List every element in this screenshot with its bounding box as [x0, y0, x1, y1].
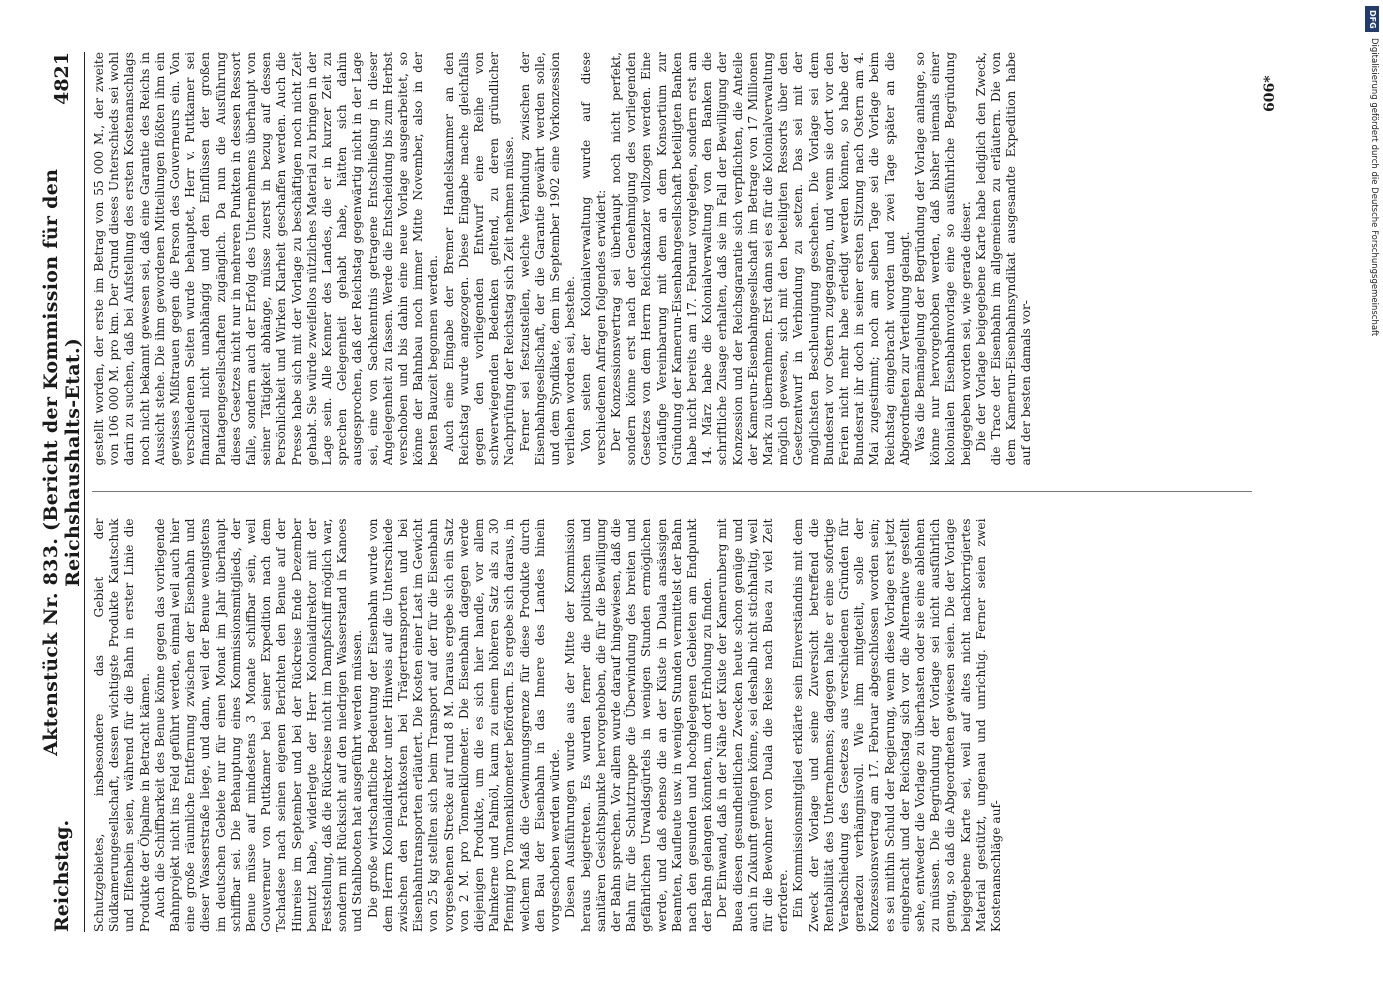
paragraph: Auch eine Eingabe der Bremer Handelskammer an den Reichstag wurde angezogen. Diese Eingabe mache gleichfalls gegen den vorliegenden Entwurf eine Reihe von schwerwiegenden Bedenken geltend, zu deren gründlicher Nachprüfung der Reichstag sich Zeit nehmen müsse.	[441, 52, 517, 466]
paragraph: gestellt worden, der erste im Betrag von 55 000 M., der zweite von 106 000 M. pro km. Der Grund dieses Unterschieds sei wohl darin zu suchen, daß bei Aufstellung des ersten Kostenanschlags noch nicht bekannt gewesen sei, daß eine Garantie des Reichs in Aussicht stehe. Die ihm gewordenen Mitteilungen flößten ihm ein gewisses Mißtrauen gegen die Person des Gouverneurs ein. Von verschiedenen Seiten wurde behauptet, Herr v. Puttkamer sei finanziell nicht unabhängig und den Einflüssen der großen Plantagengesellschaften zugänglich. Da nun die Ausführung dieses Gesetzes nicht nur in mehreren Punkten in dessen Ressort falle, sondern auch der Erfolg des Unternehmens überhaupt von seiner Tätigkeit abhänge, müsse zuerst in bezug auf dessen Persönlichkeit und Wirken Klarheit geschaffen werden. Auch die Presse habe sich mit der Vorlage zu beschäftigen noch nicht Zeit gehabt. Sie würde zweifellos nützliches Material zu bringen in der Lage sein. Alle Kenner des Landes, die er in kurzer Zeit zu sprechen Gelegenheit gehabt habe, hätten sich dahin ausgesprochen, daß der Reichstag gegenwärtig nicht in der Lage sei, eine von Sachkenntnis getragene Entschließung in dieser Angelegenheit zu fassen. Werde die Entscheidung bis zum Herbst verschoben und bis dahin eine neue Vorlage ausgearbeitet, so könne der Bahnbau noch immer Mitte November, also in der besten Bauzeit begonnen werden.	[92, 52, 441, 466]
paragraph: Die der Vorlage beigegebene Karte habe lediglich den Zweck, die Trace der Eisenbahn im allgemeinen zu erläutern. Die von dem Kamerun-Eisenbahnsyndikat ausgesandte Expedition habe auf der besten damals vor-	[973, 52, 1034, 466]
page-number: 4821	[51, 52, 73, 105]
paragraph: Der Einwand, daß in der Nähe der Küste der Kamerunberg mit Buea diesen gesundheitlichen Zwecken heute schon genüge und auch in Zukunft genügen könne, sei deshalb nicht stichhaltig, weil für die Bewohner von Duala die Reise nach Buea zu viel Zeit erfordere.	[715, 518, 791, 932]
document-page	[40, 52, 1325, 932]
header-left: Reichstag.	[51, 819, 73, 932]
digitization-credit: Digitalisierung gefördert durch die Deutsche Forschungsgemeinschaft	[1369, 38, 1379, 337]
header-title: Aktenstück Nr. 833. (Bericht der Kommission für den Reichshaushalts-Etat.)	[40, 168, 84, 756]
column-divider	[92, 492, 1252, 493]
column-left	[92, 519, 1252, 933]
running-header	[40, 52, 85, 932]
paragraph: Die große wirtschaftliche Bedeutung der Eisenbahn wurde von dem Herrn Kolonialdirektor unter Hinweis auf die Unterschiede zwischen den Frachtkosten bei Trägertransporten und bei Eisenbahntransporten erläutert. Die Kosten einer Last im Gewicht von 25 kg stellten sich beim Transport auf der für die Eisenbahn vorgesehenen Strecke auf rund 8 M. Daraus ergebe sich ein Satz von 2 M. pro Tonnenkilometer. Die Eisenbahn dagegen werde diejenigen Produkte, um die es sich hier handle, vor allem Palmkerne und Palmöl, kaum zu einem höheren Satz als zu 30 Pfennig pro Tonnenkilometer befördern. Es ergebe sich daraus, in welchem Maß die Gewinnungsgrenze für diese Produkte durch den Bau der Eisenbahn in das Innere des Landes hinein vorgeschoben werden würde.	[365, 518, 563, 932]
digitization-note	[1365, 6, 1379, 996]
paragraph: Von seiten der Kolonialverwaltung wurde auf diese verschiedenen Anfragen folgendes erwidert:	[578, 52, 608, 466]
signature-mark: 606*	[1262, 75, 1278, 112]
text-columns	[92, 52, 1252, 932]
paragraph: Auch die Schiffbarkeit des Benue könne gegen das vorliegende Bahnprojekt nicht ins Feld geführt werden, einmal weil auch hier eine große räumliche Entfernung zwischen der Eisenbahn und dieser Wasserstraße liege, und dann, weil der Benue wenigstens im deutschen Gebiete nur für einen Monat im Jahr überhaupt schiffbar sei. Die Behauptung eines Kommissionsmitglieds, der Benue müsse auf mindestens 3 Monate schiffbar sein, weil Gouverneur von Puttkamer bei seiner Expedition nach dem Tschadsee nach seinen eigenen Berichten den Benue auf der Hinreise im September und bei der Rückreise Ende Dezember benutzt habe, widerlegte der Herr Kolonialdirektor mit der Feststellung, daß die Rückreise nicht im Dampfschiff möglich war, sondern mit Rücksicht auf den niedrigen Wasserstand in Kanoes und Stahlbooten hat ausgeführt werden müssen.	[152, 518, 365, 932]
paragraph: Ferner sei festzustellen, welche Verbindung zwischen der Eisenbahngesellschaft, der die Garantie gewährt werden solle, und dem Syndikate, dem im September 1902 eine Vorkonzession verliehen worden sei, bestehe.	[517, 52, 578, 466]
paragraph: Ein Kommissionsmitglied erklärte sein Einverständnis mit dem Zweck der Vorlage und seine Zuversicht betreffend die Rentabilität des Unternehmens; dagegen halte er eine sofortige Verabschiedung des Gesetzes aus verschiedenen Gründen für geradezu verhängnisvoll. Wie ihm mitgeteilt, solle der Konzessionsvertrag am 17. Februar abgeschlossen worden sein; es sei mithin Schuld der Regierung, wenn diese Vorlage erst jetzt eingebracht und der Reichstag sich vor die Alternative gestellt sehe, entweder die Vorlage zu überhasten oder sie eine ablehnen zu müssen. Die Begründung der Vorlage sei nicht ausführlich genug, so daß die Abgeordneten gewiesen seien. Die der Vorlage beigegebene Karte sei, weil auf altes nicht nachkorrigiertes Material gestützt, ungenau und unrichtig. Ferner seien zwei Kostenanschläge auf-	[791, 518, 1003, 932]
paragraph: Was die Bemängelung der Begründung der Vorlage anlange, so könne nur hervorgehoben werden, daß bisher niemals einer kolonialen Eisenbahnvorlage eine so ausführliche Begründung beigegeben worden sei, wie gerade dieser.	[912, 52, 973, 466]
paragraph: Diesen Ausführungen wurde aus der Mitte der Kommission heraus beigetreten. Es wurden ferner die politischen und sanitären Gesichtspunkte hervorgehoben, die für die Bewilligung der Bahn sprechen. Vor allem wurde darauf hingewiesen, daß die Bahn für die Schutztruppe die Überwindung des breiten und gefährlichen Urwaldsgürtels in wenigen Stunden ermöglichen werde, und daß ebenso die an der Küste in Duala ansässigen Beamten, Kaufleute usw. in wenigen Stunden vermittelst der Bahn nach den gesunden und hochgelegenen Gebieten am Endpunkt der Bahn gelangen könnten, um dort Erholung zu finden.	[563, 518, 715, 932]
paragraph: Schutzgebietes, insbesondere das Gebiet der Südkamerungesellschaft, dessen wichtigste Produkte Kautschuk und Elfenbein seien, während für die Bahn in erster Linie die Produkte der Ölpalme in Betracht kämen.	[92, 518, 152, 932]
paragraph: Der Konzessionsvertrag sei überhaupt noch nicht perfekt, sondern könne erst nach der Genehmigung des vorliegenden Gesetzes von dem Herrn Reichskanzler vollzogen werden. Eine vorläufige Vereinbarung mit dem an dem Konsortium zur Gründung der Kamerun-Eisenbahngesellschaft beteiligten Banken habe nicht bereits am 17. Februar vorgelegen, sondern erst am 14. März habe die Kolonialverwaltung von den Banken die schriftliche Zusage erhalten, daß sie im Fall der Bewilligung der Konzession und der Reichsgarantie sich verpflichten, die Anteile der Kamerun-Eisenbahngesellschaft im Betrage von 17 Millionen Mark zu übernehmen. Erst dann sei es für die Kolonialverwaltung möglich gewesen, sich mit den beteiligten Ressorts über den Gesetzentwurf in Verbindung zu setzen. Das sei mit der möglichsten Beschleunigung geschehen. Die Vorlage sei dem Bundesrat vor Ostern zugegangen, und wenn sie dort vor den Ferien nicht mehr habe erledigt werden können, so habe der Bundesrat ihr doch in seiner ersten Sitzung nach Ostern am 4. Mai zugestimmt; noch am selben Tage sei die Vorlage beim Reichstag eingebracht worden und zwei Tage später an die Abgeordneten zur Verteilung gelangt.	[608, 52, 912, 466]
dfg-logo: DFG	[1365, 6, 1379, 32]
column-right	[92, 52, 1252, 466]
